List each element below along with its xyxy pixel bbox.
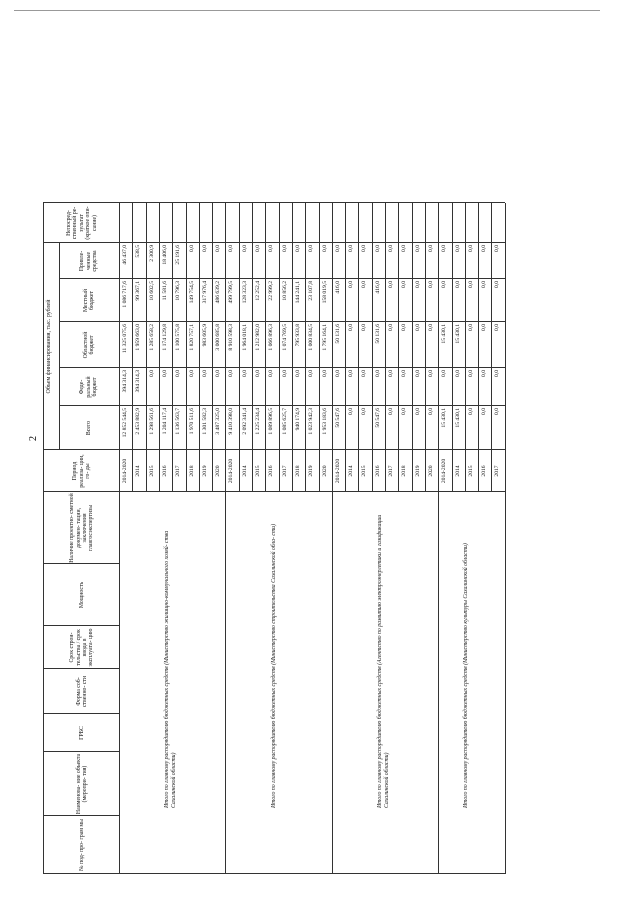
cell-regional: 0,0 [481,324,488,331]
header-col-name: Наименова- ние объекта (меропри- тия) [75,753,88,815]
cell-period: 2019 [201,465,208,477]
column-rule [43,815,119,816]
cell-local: 0,0 [481,281,488,288]
cell-total: 0,0 [414,408,421,415]
cell-federal: 0,0 [388,370,394,377]
cell-regional: 1 285 658,2 [148,324,155,351]
cell-period: 2018 [188,465,195,477]
cell-regional: 3 000 685,8 [215,324,222,351]
header-col-local: Местный бюджет [82,289,95,313]
cell-federal: 0,0 [467,370,474,377]
cell-local: 149 754,5 [188,281,195,304]
rotated-sheet [27,24,623,874]
cell-attracted: 0,0 [348,245,355,252]
cell-local: 416,0 [334,281,341,294]
cell-period: 2014-2020 [228,458,235,484]
cell-federal: 0,0 [348,370,355,377]
cell-local: 12 252,4 [255,281,261,301]
cell-federal: 0,0 [321,370,328,377]
header-col-federal: Феде- ральный бюджет [79,376,99,398]
cell-period: 2016 [374,465,381,477]
cell-period: 2014 [135,465,142,477]
cell-attracted: 0,0 [454,245,461,252]
column-rule [43,751,119,752]
column-rule [59,367,505,368]
header-col-grbs: ГРБС [78,726,85,740]
cell-federal: 0,0 [494,370,501,377]
cell-regional: 1 100 575,8 [175,324,182,351]
column-rule [43,202,505,203]
cell-local: 0,0 [454,281,461,288]
cell-local: 1 086 717,6 [122,281,128,308]
cell-local: 128 323,3 [241,281,248,304]
cell-period: 2015 [361,465,368,477]
cell-period: 2020 [215,465,222,477]
cell-total: 0,0 [467,408,474,415]
section-title: Итого по главному распорядителю бюджетных средств (Министерство культуры Сахалинской области) [463,543,470,808]
cell-federal: 0,0 [414,370,421,377]
cell-local: 0,0 [494,281,501,288]
cell-total: 940 174,9 [294,408,301,431]
column-rule [43,242,505,243]
table-top-rule [43,203,44,874]
header-group-funding: Объем финансирования, тыс. рублей [46,299,52,394]
cell-total: 0,0 [494,408,501,415]
cell-federal: 0,0 [294,370,301,377]
cell-local: 486 639,2 [215,281,222,304]
cell-attracted: 2 300,9 [148,245,155,262]
cell-federal: 0,0 [281,370,288,377]
cell-local: 0,0 [427,281,434,288]
cell-local: 99 367,1 [135,281,142,301]
cell-attracted: 0,0 [308,245,315,252]
cell-federal: 0,0 [175,370,182,377]
cell-total: 1 023 942,3 [308,408,315,435]
cell-attracted: 0,0 [268,245,275,252]
cell-attracted: 0,0 [228,245,235,252]
cell-local: 317 976,4 [201,281,208,304]
cell-total: 3 487 325,0 [215,408,222,435]
cell-period: 2014 [348,465,355,477]
cell-attracted: 0,0 [388,245,394,252]
cell-regional: 50 131,6 [374,324,381,344]
cell-federal: 394 314,3 [135,370,142,393]
cell-period: 2020 [427,465,434,477]
cell-local: 10 796,3 [175,281,182,301]
cell-period: 2018 [294,465,301,477]
cell-total: 50 547,6 [374,408,381,428]
column-rule [43,873,119,874]
cell-local: 0,0 [348,281,355,288]
cell-local: 416,0 [374,281,381,294]
cell-total: 0,0 [427,408,434,415]
cell-period: 2014-2020 [441,458,448,484]
cell-regional: 0,0 [427,324,434,331]
header-col-result: Непосред- ственный ре- зультат (краткое опи- сание) [65,206,98,240]
cell-attracted: 538,5 [135,245,142,258]
cell-regional: 1 074 769,5 [281,324,288,351]
column-rule [59,405,505,406]
cell-regional: 1 212 982,0 [255,324,261,351]
header-col-regional: Областной бюджет [82,331,95,359]
cell-local: 158 019,5 [321,281,328,304]
cell-local: 0,0 [467,281,474,288]
cell-local: 10 602,5 [148,281,155,301]
cell-regional: 8 910 598,3 [228,324,235,351]
cell-period: 2017 [175,465,182,477]
column-rule [43,491,505,492]
cell-attracted: 0,0 [215,245,222,252]
cell-regional: 50 131,6 [334,324,341,344]
cell-local: 23 107,8 [308,281,315,301]
cell-regional: 0,0 [467,324,474,331]
section-title: Итого по главному распорядителю бюджетных средств (Агентство по развитию электроэнергетики и газификации Сахалинской области) [377,514,390,808]
cell-federal: 0,0 [255,370,261,377]
cell-total: 2 092 341,4 [241,408,248,435]
header-col-docs: Наличие проектно- сметной докумен- тации, заключения главгосэкспертизы [69,493,95,563]
header-col-form: Форма соб- ственно- сти [75,675,88,708]
cell-federal: 394 314,3 [122,370,128,393]
cell-period: 2019 [308,465,315,477]
cell-local: 0,0 [414,281,421,288]
cell-total: 1 089 896,5 [268,408,275,435]
section-title: Итого по главному распорядителю бюджетных средств (Министерство строительства Сахалинской обла- сти) [270,523,277,808]
cell-total: 1 136 563,7 [175,408,182,435]
cell-regional: 0,0 [361,324,368,331]
cell-total: 0,0 [481,408,488,415]
cell-period: 2018 [401,465,408,477]
column-rule [119,873,505,874]
cell-local: 0,0 [361,281,368,288]
cell-regional: 0,0 [388,324,394,331]
cell-federal: 0,0 [427,370,434,377]
header-col-attracted: Привле- ченные средства [79,250,99,272]
cell-attracted: 0,0 [374,245,381,252]
cell-attracted: 0,0 [427,245,434,252]
cell-total: 1 298 561,6 [148,408,155,435]
cell-local: 499 799,5 [228,281,235,304]
header-col-term: Срок строи- тельства / срок ввода в эксплуата- цию [69,628,95,667]
cell-federal: 0,0 [308,370,315,377]
cell-regional: 1 174 129,8 [161,324,168,351]
column-rule [43,625,119,626]
cell-total: 2 453 882,9 [135,408,142,435]
cell-total: 1 953 183,6 [321,408,328,435]
cell-federal: 0,0 [374,370,381,377]
cell-local: 11 581,6 [161,281,168,301]
cell-attracted: 0,0 [401,245,408,252]
cell-attracted: 0,0 [201,245,208,252]
cell-local: 0,0 [441,281,448,288]
cell-local: 0,0 [401,281,408,288]
cell-period: 2014-2020 [334,458,341,484]
budget-table [27,24,623,874]
cell-attracted: 0,0 [188,245,195,252]
column-rule [43,713,119,714]
cell-total: 1 204 117,4 [161,408,168,435]
cell-federal: 0,0 [161,370,168,377]
header-col-period: Период реализа- ции, го- ды [72,454,92,488]
cell-period: 2016 [161,465,168,477]
cell-attracted: 0,0 [321,245,328,252]
cell-federal: 0,0 [361,370,368,377]
cell-total: 12 852 544,5 [122,408,128,438]
cell-attracted: 25 191,6 [175,245,182,265]
cell-regional: 795 933,8 [294,324,301,347]
cell-federal: 0,0 [268,370,275,377]
cell-regional: 1 000 834,5 [308,324,315,351]
cell-federal: 0,0 [201,370,208,377]
cell-regional: 0,0 [348,324,355,331]
group-rule [59,243,60,450]
cell-federal: 0,0 [188,370,195,377]
cell-attracted: 0,0 [255,245,261,252]
cell-regional: 15 430,1 [454,324,461,344]
cell-period: 2015 [255,465,261,477]
cell-total: 1 085 625,7 [281,408,288,435]
column-rule [43,668,119,669]
cell-regional: 0,0 [494,324,501,331]
cell-regional: 1 795 164,1 [321,324,328,351]
cell-local: 22 999,2 [268,281,275,301]
cell-regional: 1 820 757,1 [188,324,195,351]
cell-federal: 0,0 [401,370,408,377]
cell-period: 2020 [321,465,328,477]
header-col-total: Всего [85,420,92,436]
cell-attracted: 0,0 [361,245,368,252]
cell-federal: 0,0 [215,370,222,377]
cell-period: 2015 [467,465,474,477]
cell-regional: 983 605,9 [201,324,208,347]
cell-federal: 0,0 [228,370,235,377]
cell-period: 2014-2020 [122,458,128,484]
cell-period: 2017 [388,465,394,477]
cell-federal: 0,0 [148,370,155,377]
cell-period: 2014 [241,465,248,477]
cell-total: 0,0 [401,408,408,415]
cell-regional: 1 964 018,1 [241,324,248,351]
cell-total: 15 430,1 [454,408,461,428]
cell-period: 2019 [414,465,421,477]
cell-period: 2016 [268,465,275,477]
cell-federal: 0,0 [454,370,461,377]
cell-total: 50 547,6 [334,408,341,428]
cell-attracted: 0,0 [334,245,341,252]
cell-regional: 15 430,1 [441,324,448,344]
cell-period: 2017 [281,465,288,477]
cell-attracted: 0,0 [294,245,301,252]
cell-total: 1 301 582,3 [201,408,208,435]
column-rule [43,449,505,450]
cell-total: 0,0 [361,408,368,415]
cell-total: 0,0 [388,408,394,415]
cell-attracted: 18 406,0 [161,245,168,265]
cell-attracted: 0,0 [241,245,248,252]
cell-regional: 1 066 896,3 [268,324,275,351]
cell-local: 144 241,1 [294,281,301,304]
cell-federal: 0,0 [241,370,248,377]
cell-attracted: 46 437,0 [122,245,128,265]
column-rule [59,321,505,322]
cell-attracted: 0,0 [281,245,288,252]
cell-attracted: 0,0 [494,245,501,252]
section-title: Итого по главному распорядителю бюджетных средств (Министерство жилищно-коммунального хозяй- ства Сахалинской области) [164,530,177,808]
cell-period: 2016 [481,465,488,477]
cell-attracted: 0,0 [414,245,421,252]
cell-local: 0,0 [388,281,394,288]
cell-attracted: 0,0 [481,245,488,252]
cell-federal: 0,0 [334,370,341,377]
cell-period: 2015 [148,465,155,477]
cell-attracted: 0,0 [441,245,448,252]
cell-attracted: 0,0 [467,245,474,252]
cell-period: 2014 [454,465,461,477]
column-rule [43,563,119,564]
cell-regional: 0,0 [401,324,408,331]
page-number: 2 [28,436,39,441]
header-col-capacity: Мощность [78,581,85,609]
cell-federal: 0,0 [441,370,448,377]
section-rule [505,203,506,874]
cell-regional: 0,0 [414,324,421,331]
cell-regional: 11 325 075,6 [122,324,128,354]
cell-total: 1 970 511,6 [188,408,195,435]
cell-regional: 1 959 663,0 [135,324,142,351]
cell-period: 2017 [494,465,501,477]
cell-total: 9 410 398,0 [228,408,235,435]
cell-total: 0,0 [348,408,355,415]
column-rule [59,278,505,279]
cell-local: 10 856,2 [281,281,288,301]
cell-federal: 0,0 [481,370,488,377]
cell-total: 15 430,1 [441,408,448,428]
cell-total: 1 225 234,4 [255,408,261,435]
header-col-num: № под- про- грам мы [78,819,85,871]
